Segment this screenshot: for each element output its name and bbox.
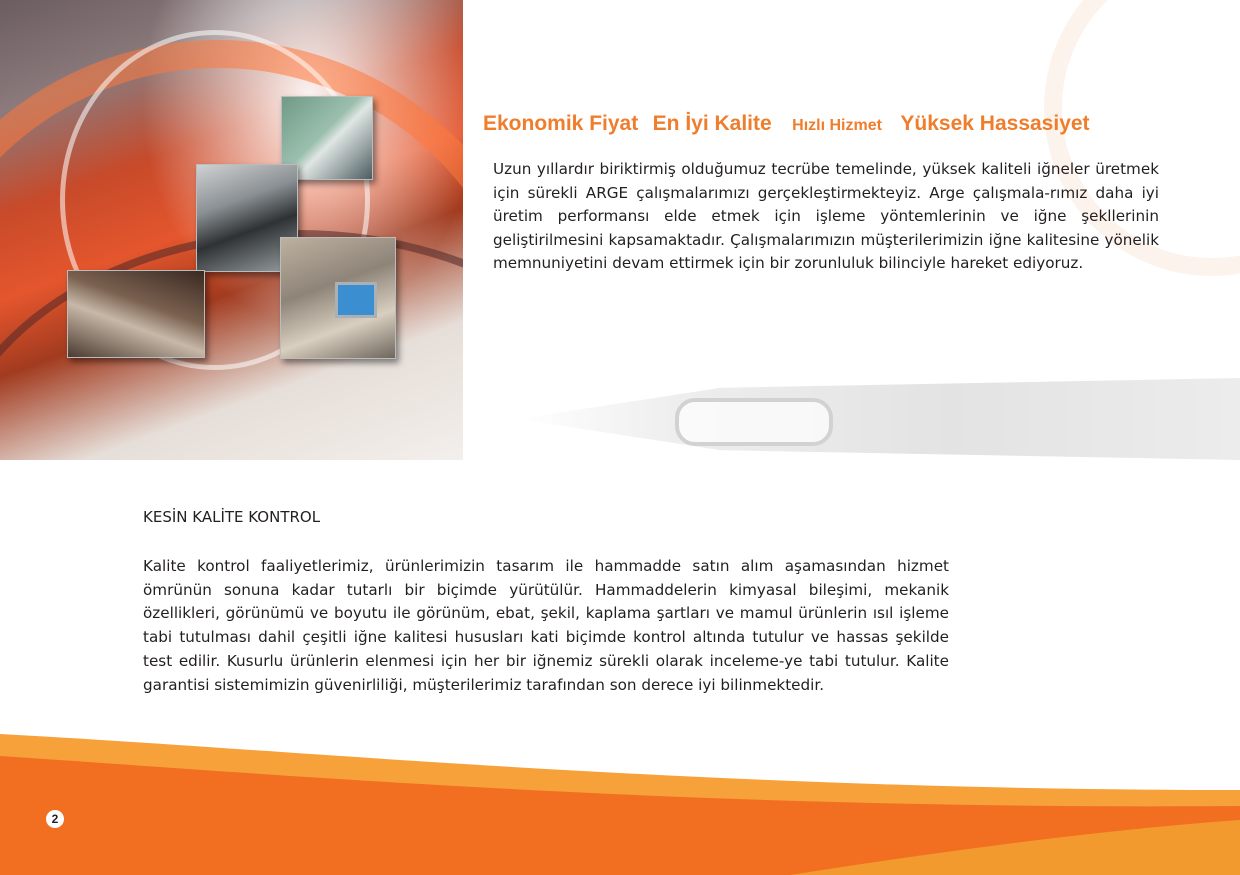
- intro-paragraph: Uzun yıllardır biriktirmiş olduğumuz tecrübe temelinde, yüksek kaliteli iğneler üretmek için sürekli ARGE çalışmalarımızı gerçekleştirmekteyiz. Arge çalışmala-rımız daha iyi üretim performansı elde etmek için işleme yöntemlerinin ve iğne şekllerinin geliştirilmesini kapsamaktadır. Çalışmalarımızın müşterilerimizin iğne kalitesine yönelik memnuniyetini devam ettirmek için bir zorunluluk bilinciyle hareket ediyoruz.: [493, 160, 1159, 273]
- lab-equipment-photo: [280, 237, 396, 359]
- page-number: 2: [46, 810, 64, 828]
- tagline-best-quality: En İyi Kalite: [652, 112, 772, 135]
- tagline-row: [483, 112, 1223, 146]
- tagline-fast-service: Hızlı Hizmet: [792, 117, 882, 134]
- footer-band: [0, 720, 1240, 875]
- tagline-high-precision: Yüksek Hassasiyet: [900, 112, 1090, 135]
- needle-eye-shape: [675, 398, 833, 446]
- needle-background-image: [518, 378, 1240, 460]
- section-title: KESİN KALİTE KONTROL: [143, 508, 321, 526]
- needle-pile-photo: [67, 270, 205, 358]
- quality-paragraph: Kalite kontrol faaliyetlerimiz, ürünlerimizin tasarım ile hammadde satın alım aşamasından hizmet ömrünün sonuna kadar tutarlı bir biçimde yürütülür. Hammaddelerin kimyasal bileşimi, mekanik özellikleri, görünümü ve boyutu ile görünüm, ebat, şekil, kaplama şartları ve mamul ürünlerin ısıl işleme tabi tutulması dahil çeşitli iğne kalitesi hususları kati biçimde kontrol altında tutulur ve hassas şekilde test edilir. Kusurlu ürünlerin elenmesi için her bir iğnemiz sürekli olarak inceleme-ye tabi tutulur. Kalite garantisi sistemimizin güvenirliliği, müşterilerimiz tarafından son derece iyi bilinmektedir.: [143, 557, 949, 694]
- hero-collage-image: [0, 0, 463, 460]
- tagline-economic-price: Ekonomik Fiyat: [483, 112, 639, 135]
- monitor-screen: [335, 282, 377, 318]
